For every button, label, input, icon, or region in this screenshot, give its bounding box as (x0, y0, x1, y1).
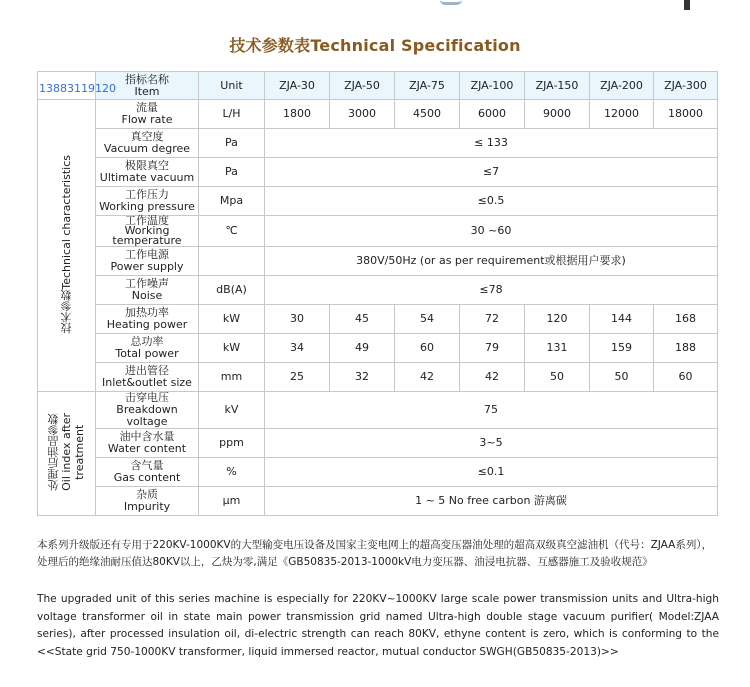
paragraph-english: The upgraded unit of this series machine is especially for 220KV~1000KV large scale power transmission units and Ultra-high voltage transformer oil in state main power transmission grid named Ultra-high double stage vacuum purifier( Model:ZJAA series), after processed insulation oil, di-electric strength can reach 80KV, ethyne content is zero, which is conforming to the <<State grid 750-1000KV transformer, liquid immersed reactor, mutual conductor SWGH(GB50835-2013)>> (37, 593, 719, 658)
section-technical (38, 100, 96, 392)
header-model: ZJA-150 (525, 72, 590, 100)
row-name-en: Impurity (123, 500, 171, 513)
header-model: ZJA-200 (590, 72, 654, 100)
table-row (38, 129, 718, 158)
cell-value: 32 (330, 363, 395, 392)
cell-merged-value: ≤ 133 (265, 129, 718, 158)
row-name (96, 276, 199, 305)
row-name (96, 429, 199, 458)
row-name (96, 305, 199, 334)
cell-value: 1800 (265, 100, 330, 129)
row-unit: mm (199, 363, 265, 392)
cell-value: 168 (654, 305, 718, 334)
row-name (96, 247, 199, 276)
row-unit (199, 247, 265, 276)
header-model: ZJA-100 (460, 72, 525, 100)
header-model: ZJA-30 (265, 72, 330, 100)
cell-merged-value: 3~5 (265, 429, 718, 458)
cell-value: 34 (265, 334, 330, 363)
cell-value: 188 (654, 334, 718, 363)
section-oil-index (38, 392, 96, 516)
cell-value: 42 (395, 363, 460, 392)
row-name (96, 216, 199, 247)
cell-merged-value: ≤78 (265, 276, 718, 305)
row-name-cn: 含气量 (130, 459, 164, 472)
cell-value: 60 (654, 363, 718, 392)
cell-value: 120 (525, 305, 590, 334)
row-name-en: Working (124, 224, 170, 237)
cell-value: 50 (525, 363, 590, 392)
table-row (38, 429, 718, 458)
row-name (96, 392, 199, 429)
row-name-en: Vacuum degree (103, 142, 191, 155)
table-row (38, 458, 718, 487)
section-oil-index-en: Oil index after (60, 413, 73, 491)
row-name-en: Power supply (110, 260, 184, 273)
row-name (96, 158, 199, 187)
cell-value: 42 (460, 363, 525, 392)
watermark-phone: 13883119120 (39, 82, 116, 95)
row-name-cn: 工作噪声 (125, 277, 169, 290)
row-unit: L/H (199, 100, 265, 129)
row-unit: Pa (199, 129, 265, 158)
cell-value: 30 (265, 305, 330, 334)
cell-value: 79 (460, 334, 525, 363)
cell-value: 25 (265, 363, 330, 392)
row-unit: μm (199, 487, 265, 516)
cell-value: 45 (330, 305, 395, 334)
top-decoration (440, 0, 462, 5)
row-unit: dB(A) (199, 276, 265, 305)
row-name-cn: 工作电源 (125, 248, 169, 261)
cell-value: 159 (590, 334, 654, 363)
table-row (38, 158, 718, 187)
row-unit: kV (199, 392, 265, 429)
row-name-cn: 加热功率 (125, 306, 169, 319)
cell-merged-value: ≤7 (265, 158, 718, 187)
row-name-cn: 流量 (136, 101, 158, 114)
section-oil-index-cn: 处理后油品参数 (47, 413, 60, 491)
cell-value: 3000 (330, 100, 395, 129)
table-row (38, 334, 718, 363)
header-model: ZJA-50 (330, 72, 395, 100)
header-model: ZJA-75 (395, 72, 460, 100)
row-unit: Mpa (199, 187, 265, 216)
table-row (38, 305, 718, 334)
page-title: 技术参数表Technical Specification (229, 36, 521, 55)
cell-merged-value: 30 ~60 (265, 216, 718, 247)
cell-value: 72 (460, 305, 525, 334)
cell-merged-value: 1 ~ 5 No free carbon 游离碳 (265, 487, 718, 516)
table-row (38, 216, 718, 247)
row-name-en: Gas content (113, 471, 181, 484)
row-name-en: Ultimate vacuum (99, 171, 195, 184)
section-technical-label: 技术参数Technical characteristics (60, 154, 73, 334)
row-name (96, 334, 199, 363)
row-name-cn: 工作温度 (125, 214, 169, 227)
table-row (38, 363, 718, 392)
row-name-en: Flow rate (121, 113, 173, 126)
section-oil-index-label (47, 413, 86, 491)
cell-merged-value: ≤0.1 (265, 458, 718, 487)
row-name-en: Heating power (106, 318, 188, 331)
cell-value: 12000 (590, 100, 654, 129)
row-name-cn: 总功率 (130, 335, 164, 348)
row-name (96, 458, 199, 487)
paragraph-chinese: 本系列升级版还有专用于220KV-1000KV的大型输变电压设备及国家主变电网上的超高变压器油处理的超高双级真空滤油机（代号：ZJAA系列），处理后的绝缘油耐压值达80KV以上，乙炔为零,满足《GB50835-2013-1000kV电力变压器、油浸电抗器、互感器施工及验收规范》 (37, 539, 713, 568)
row-unit: Pa (199, 158, 265, 187)
row-name-cn: 极限真空 (125, 159, 169, 172)
row-name-cn: 进出管径 (125, 364, 169, 377)
row-name-cn: 杂质 (136, 488, 158, 501)
cell-value: 9000 (525, 100, 590, 129)
row-name (96, 187, 199, 216)
cell-value: 131 (525, 334, 590, 363)
cell-merged-value: 380V/50Hz (or as per requirement或根据用户要求) (265, 247, 718, 276)
row-name-cn: 油中含水量 (119, 430, 175, 443)
cell-value: 50 (590, 363, 654, 392)
cell-value: 4500 (395, 100, 460, 129)
table-row (38, 187, 718, 216)
table-row (38, 247, 718, 276)
table-row (38, 100, 718, 129)
row-unit: kW (199, 334, 265, 363)
header-model: ZJA-300 (654, 72, 718, 100)
row-unit: % (199, 458, 265, 487)
row-name-en: Noise (131, 289, 163, 302)
row-unit: ℃ (199, 216, 265, 247)
cell-value: 144 (590, 305, 654, 334)
row-name (96, 129, 199, 158)
cell-merged-value: 75 (265, 392, 718, 429)
row-name (96, 100, 199, 129)
section-oil-index-en: treatment (73, 424, 86, 480)
cell-value: 49 (330, 334, 395, 363)
row-name-cn: 真空度 (130, 130, 164, 143)
header-corner (38, 72, 116, 100)
row-name-cn: 工作压力 (125, 188, 169, 201)
row-name (96, 487, 199, 516)
table-row (38, 276, 718, 305)
header-row (38, 72, 718, 100)
row-name-en: Water content (107, 442, 187, 455)
row-unit: ppm (199, 429, 265, 458)
row-unit: kW (199, 305, 265, 334)
spec-table (37, 71, 718, 516)
row-name-en: Working pressure (99, 200, 195, 213)
cell-merged-value: ≤0.5 (265, 187, 718, 216)
cell-value: 18000 (654, 100, 718, 129)
row-name-en: Total power (115, 347, 179, 360)
header-item-cn: 指标名称 (125, 72, 169, 86)
row-name (96, 363, 199, 392)
row-name-en: Breakdown voltage (116, 403, 178, 428)
header-unit: Unit (199, 72, 265, 100)
row-name-en: Inlet&outlet size (102, 376, 192, 389)
cell-value: 6000 (460, 100, 525, 129)
cell-value: 60 (395, 334, 460, 363)
header-item-en: Item (134, 84, 160, 98)
table-row (38, 392, 718, 429)
row-name-en: temperature (112, 234, 182, 247)
row-name-cn: 击穿电压 (125, 391, 169, 404)
top-decoration-mark (684, 0, 690, 10)
table-row (38, 487, 718, 516)
cell-value: 54 (395, 305, 460, 334)
